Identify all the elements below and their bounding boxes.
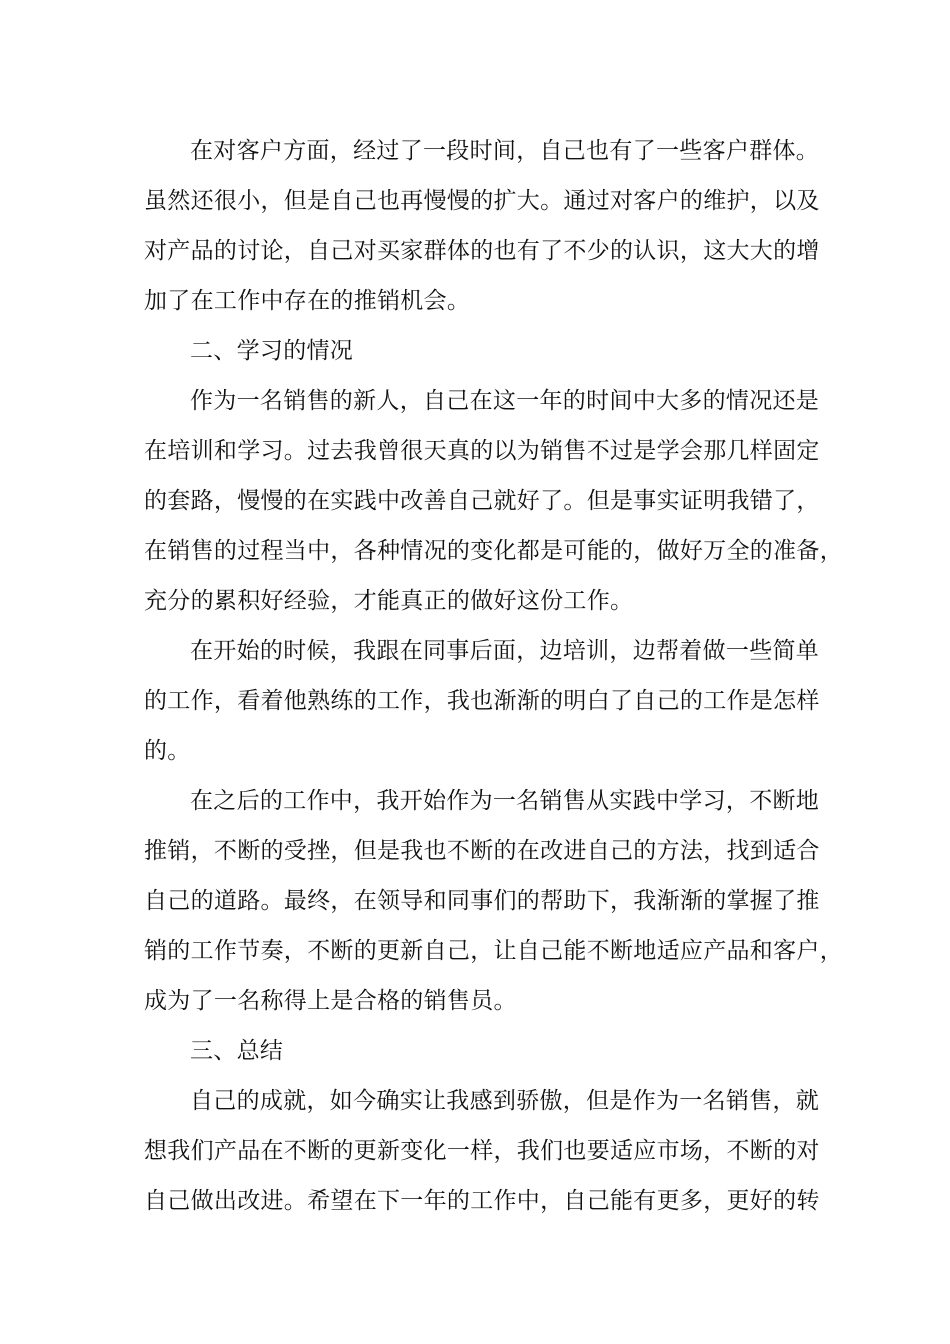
paragraph-customers-line-3: 对产品的讨论，自己对买家群体的也有了不少的认识，这大大的增 [144,238,820,264]
paragraph-learning-1-line-1: 作为一名销售的新人，自己在这一年的时间中大多的情况还是 [190,388,820,414]
section-heading-summary: 三、总结 [190,1038,284,1064]
paragraph-learning-3-line-3: 自己的道路。最终，在领导和同事们的帮助下，我渐渐的掌握了推 [144,888,820,914]
paragraph-learning-3-line-1: 在之后的工作中，我开始作为一名销售从实践中学习，不断地 [190,788,820,814]
paragraph-learning-2-line-3: 的。 [144,738,191,764]
paragraph-summary-line-2: 想我们产品在不断的更新变化一样，我们也要适应市场，不断的对 [144,1138,820,1164]
paragraph-summary-line-1: 自己的成就，如今确实让我感到骄傲，但是作为一名销售，就 [190,1088,820,1114]
paragraph-customers-line-4: 加了在工作中存在的推销机会。 [144,288,471,314]
paragraph-learning-1-line-3: 的套路，慢慢的在实践中改善自己就好了。但是事实证明我错了， [144,488,820,514]
paragraph-learning-1-line-2: 在培训和学习。过去我曾很天真的以为销售不过是学会那几样固定 [144,438,820,464]
paragraph-learning-2-line-1: 在开始的时候，我跟在同事后面，边培训，边帮着做一些简单 [190,638,820,664]
paragraph-summary-line-3: 自己做出改进。希望在下一年的工作中，自己能有更多，更好的转 [144,1188,820,1214]
section-heading-learning: 二、学习的情况 [190,338,354,364]
paragraph-learning-3-line-4: 销的工作节奏，不断的更新自己，让自己能不断地适应产品和客户， [144,938,843,964]
paragraph-learning-1-line-4: 在销售的过程当中，各种情况的变化都是可能的，做好万全的准备， [144,538,843,564]
paragraph-customers-line-2: 虽然还很小，但是自己也再慢慢的扩大。通过对客户的维护，以及 [144,188,820,214]
paragraph-customers-line-1: 在对客户方面，经过了一段时间，自己也有了一些客户群体。 [190,138,820,164]
paragraph-learning-3-line-2: 推销，不断的受挫，但是我也不断的在改进自己的方法，找到适合 [144,838,820,864]
paragraph-learning-3-line-5: 成为了一名称得上是合格的销售员。 [144,988,517,1014]
paragraph-learning-2-line-2: 的工作，看着他熟练的工作，我也渐渐的明白了自己的工作是怎样 [144,688,820,714]
paragraph-learning-1-line-5: 充分的累积好经验，才能真正的做好这份工作。 [144,588,634,614]
